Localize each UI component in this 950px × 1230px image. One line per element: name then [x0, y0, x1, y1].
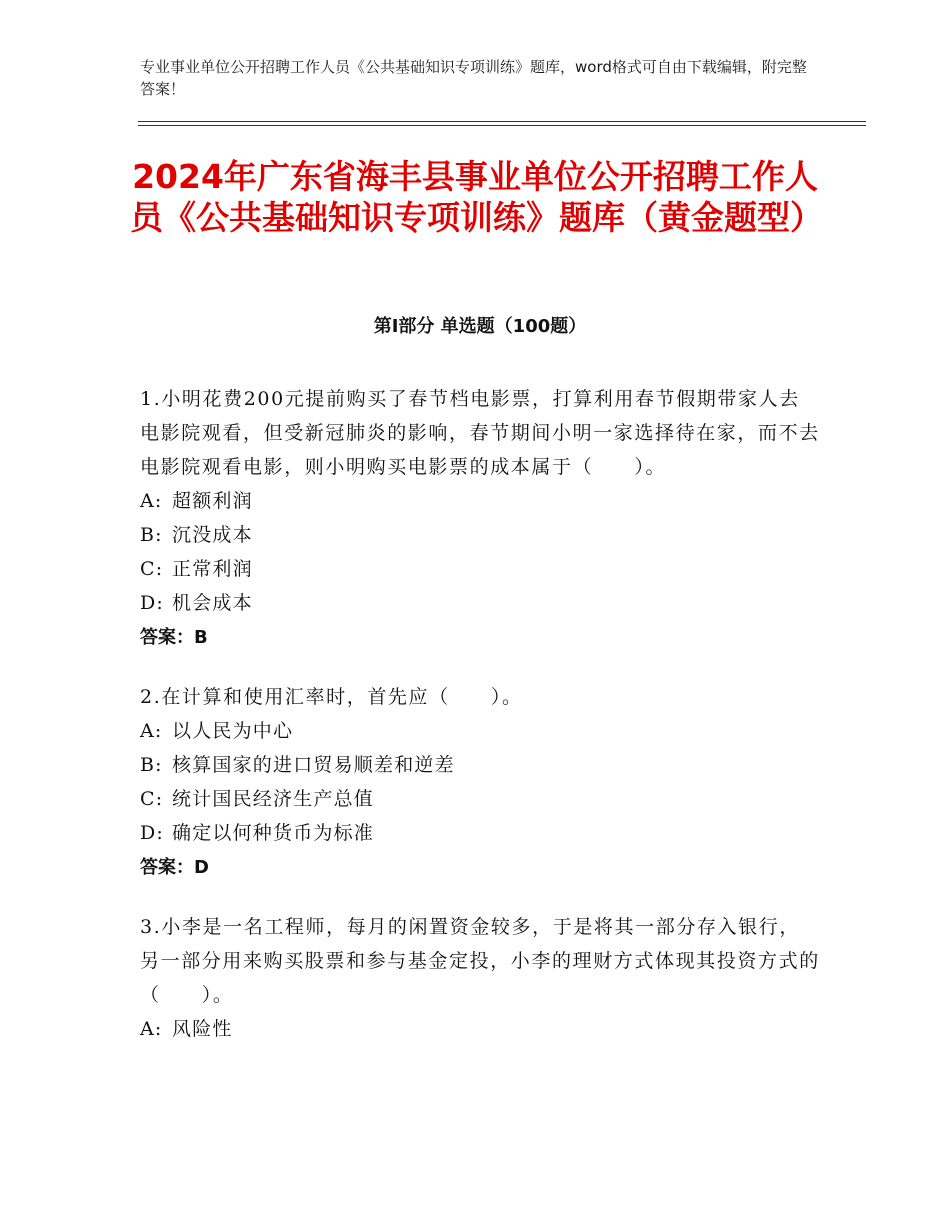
- option-label: B:: [140, 524, 163, 546]
- answer-line: 答案：D: [140, 857, 209, 878]
- option-label: D:: [140, 592, 165, 614]
- option-label: A:: [140, 720, 163, 742]
- option-text: 沉没成本: [172, 524, 253, 546]
- option-a: [140, 1012, 820, 1046]
- header-divider-top: [138, 121, 866, 122]
- question-stem: 3.小李是一名工程师，每月的闲置资金较多，于是将其一部分存入银行，另一部分用来购买股票和参与基金定投，小李的理财方式体现其投资方式的（ ）。: [140, 916, 820, 1006]
- option-label: C:: [140, 788, 164, 810]
- option-text: 统计国民经济生产总值: [172, 788, 375, 810]
- header-divider-bottom: [138, 125, 866, 126]
- header-note: 专业事业单位公开招聘工作人员《公共基础知识专项训练》题库，word格式可自由下载编辑，附完整答案！: [140, 58, 807, 98]
- document-title: 2024年广东省海丰县事业单位公开招聘工作人员《公共基础知识专项训练》题库（黄金题型）: [130, 157, 823, 237]
- option-text: 以人民为中心: [172, 720, 294, 742]
- option-label: A:: [140, 1018, 163, 1040]
- question-3: [140, 910, 820, 1046]
- question-stem: 2.在计算和使用汇率时，首先应（ ）。: [140, 686, 523, 708]
- option-text: 核算国家的进口贸易顺差和逆差: [172, 754, 455, 776]
- option-text: 正常利润: [172, 558, 253, 580]
- option-text: 确定以何种货币为标准: [172, 822, 375, 844]
- option-c: [140, 552, 820, 586]
- option-label: B:: [140, 754, 163, 776]
- option-d: [140, 816, 820, 850]
- question-2: [140, 680, 820, 886]
- option-b: [140, 748, 820, 782]
- question-stem: 1.小明花费200元提前购买了春节档电影票，打算利用春节假期带家人去电影院观看，但受新冠肺炎的影响，春节期间小明一家选择待在家，而不去电影院观看电影，则小明购买电影票的成本属于（ ）。: [140, 388, 820, 478]
- answer-line: 答案：B: [140, 627, 208, 648]
- question-list: [140, 382, 820, 1070]
- option-c: [140, 782, 820, 816]
- option-text: 超额利润: [172, 490, 253, 512]
- question-1: [140, 382, 820, 656]
- section-title: 第Ⅰ部分 单选题（100题）: [373, 316, 587, 337]
- option-a: [140, 714, 820, 748]
- option-d: [140, 586, 820, 620]
- option-label: C:: [140, 558, 164, 580]
- option-text: 风险性: [172, 1018, 233, 1040]
- option-text: 机会成本: [172, 592, 253, 614]
- option-a: [140, 484, 820, 518]
- option-label: D:: [140, 822, 165, 844]
- option-b: [140, 518, 820, 552]
- option-label: A:: [140, 490, 163, 512]
